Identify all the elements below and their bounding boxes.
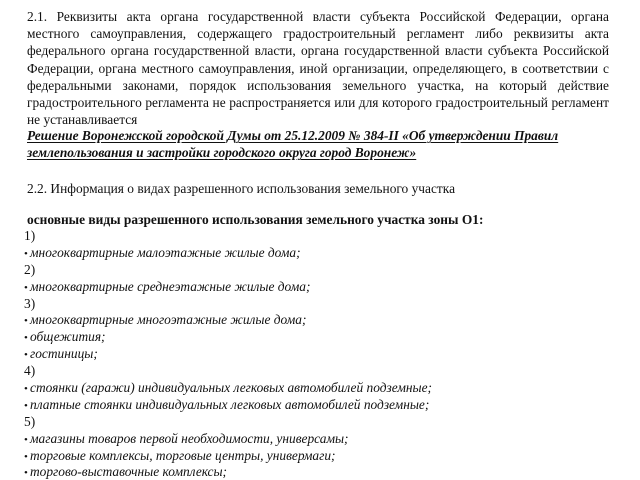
- list-item: [24, 345, 614, 362]
- list-item: [24, 447, 614, 464]
- section-2-1-text: 2.1. Реквизиты акта органа государственной власти субъекта Российской Федерации, органа местного самоуправления, содержащего градостроительный регламент либо реквизиты акта федерального органа государственной власти, органа государственной власти субъекта Российской Федерации, органа местного самоуправления, иной организации, определяющего, в соответствии с федеральными законами, порядок использования земельного участка, на который действие градостроительного регламента не распространяется или для которого градостроительный регламент не устанавливается: [27, 9, 609, 128]
- list-item-text: многоквартирные среднеэтажные жилые дома;: [30, 278, 311, 294]
- list-item-text: общежития;: [30, 329, 106, 345]
- bullet-icon: •: [24, 315, 28, 328]
- list-item: [24, 463, 614, 480]
- list-item: [24, 244, 614, 261]
- list-number: 3): [24, 295, 36, 311]
- list-number: 1): [24, 228, 36, 243]
- list-item-text: торгово-выставочные комплексы;: [30, 464, 228, 480]
- list-item-text: многоквартирные малоэтажные жилые дома;: [30, 244, 301, 260]
- zone-o1-heading: основные виды разрешенного использования земельного участка зоны О1:: [27, 212, 484, 227]
- list-item-text: магазины товаров первой необходимости, универсамы;: [30, 430, 349, 446]
- list-number: 2): [24, 261, 36, 277]
- section-2-2-heading: 2.2. Информация о видах разрешенного использования земельного участка: [27, 181, 456, 196]
- bullet-icon: •: [24, 450, 28, 463]
- permitted-uses-list: [24, 227, 614, 480]
- list-item-text: стоянки (гаражи) индивидуальных легковых автомобилей подземные;: [30, 380, 432, 396]
- list-number: 4): [24, 363, 36, 379]
- bullet-icon: •: [24, 399, 28, 412]
- bullet-icon: •: [24, 332, 28, 345]
- list-item: [24, 396, 614, 413]
- list-item: [24, 278, 614, 295]
- list-item: [24, 311, 614, 328]
- list-item: [24, 328, 614, 345]
- bullet-icon: •: [24, 349, 28, 362]
- list-item: [24, 379, 614, 396]
- list-item: [24, 430, 614, 447]
- bullet-icon: •: [24, 467, 28, 480]
- bullet-icon: •: [24, 281, 28, 294]
- list-item-text: платные стоянки индивидуальных легковых автомобилей подземные;: [30, 396, 430, 412]
- list-item-text: торговые комплексы, торговые центры, универмаги;: [30, 447, 336, 463]
- bullet-icon: •: [24, 433, 28, 446]
- decision-reference: Решение Воронежской городской Думы от 25.12.2009 № 384-II «Об утверждении Правил землепользования и застройки городского округа город Воронеж»: [27, 128, 559, 161]
- list-number: 5): [24, 413, 36, 429]
- list-item-text: многоквартирные многоэтажные жилые дома;: [30, 312, 307, 328]
- list-item-text: гостиницы;: [30, 346, 98, 362]
- bullet-icon: •: [24, 247, 28, 260]
- bullet-icon: •: [24, 383, 28, 396]
